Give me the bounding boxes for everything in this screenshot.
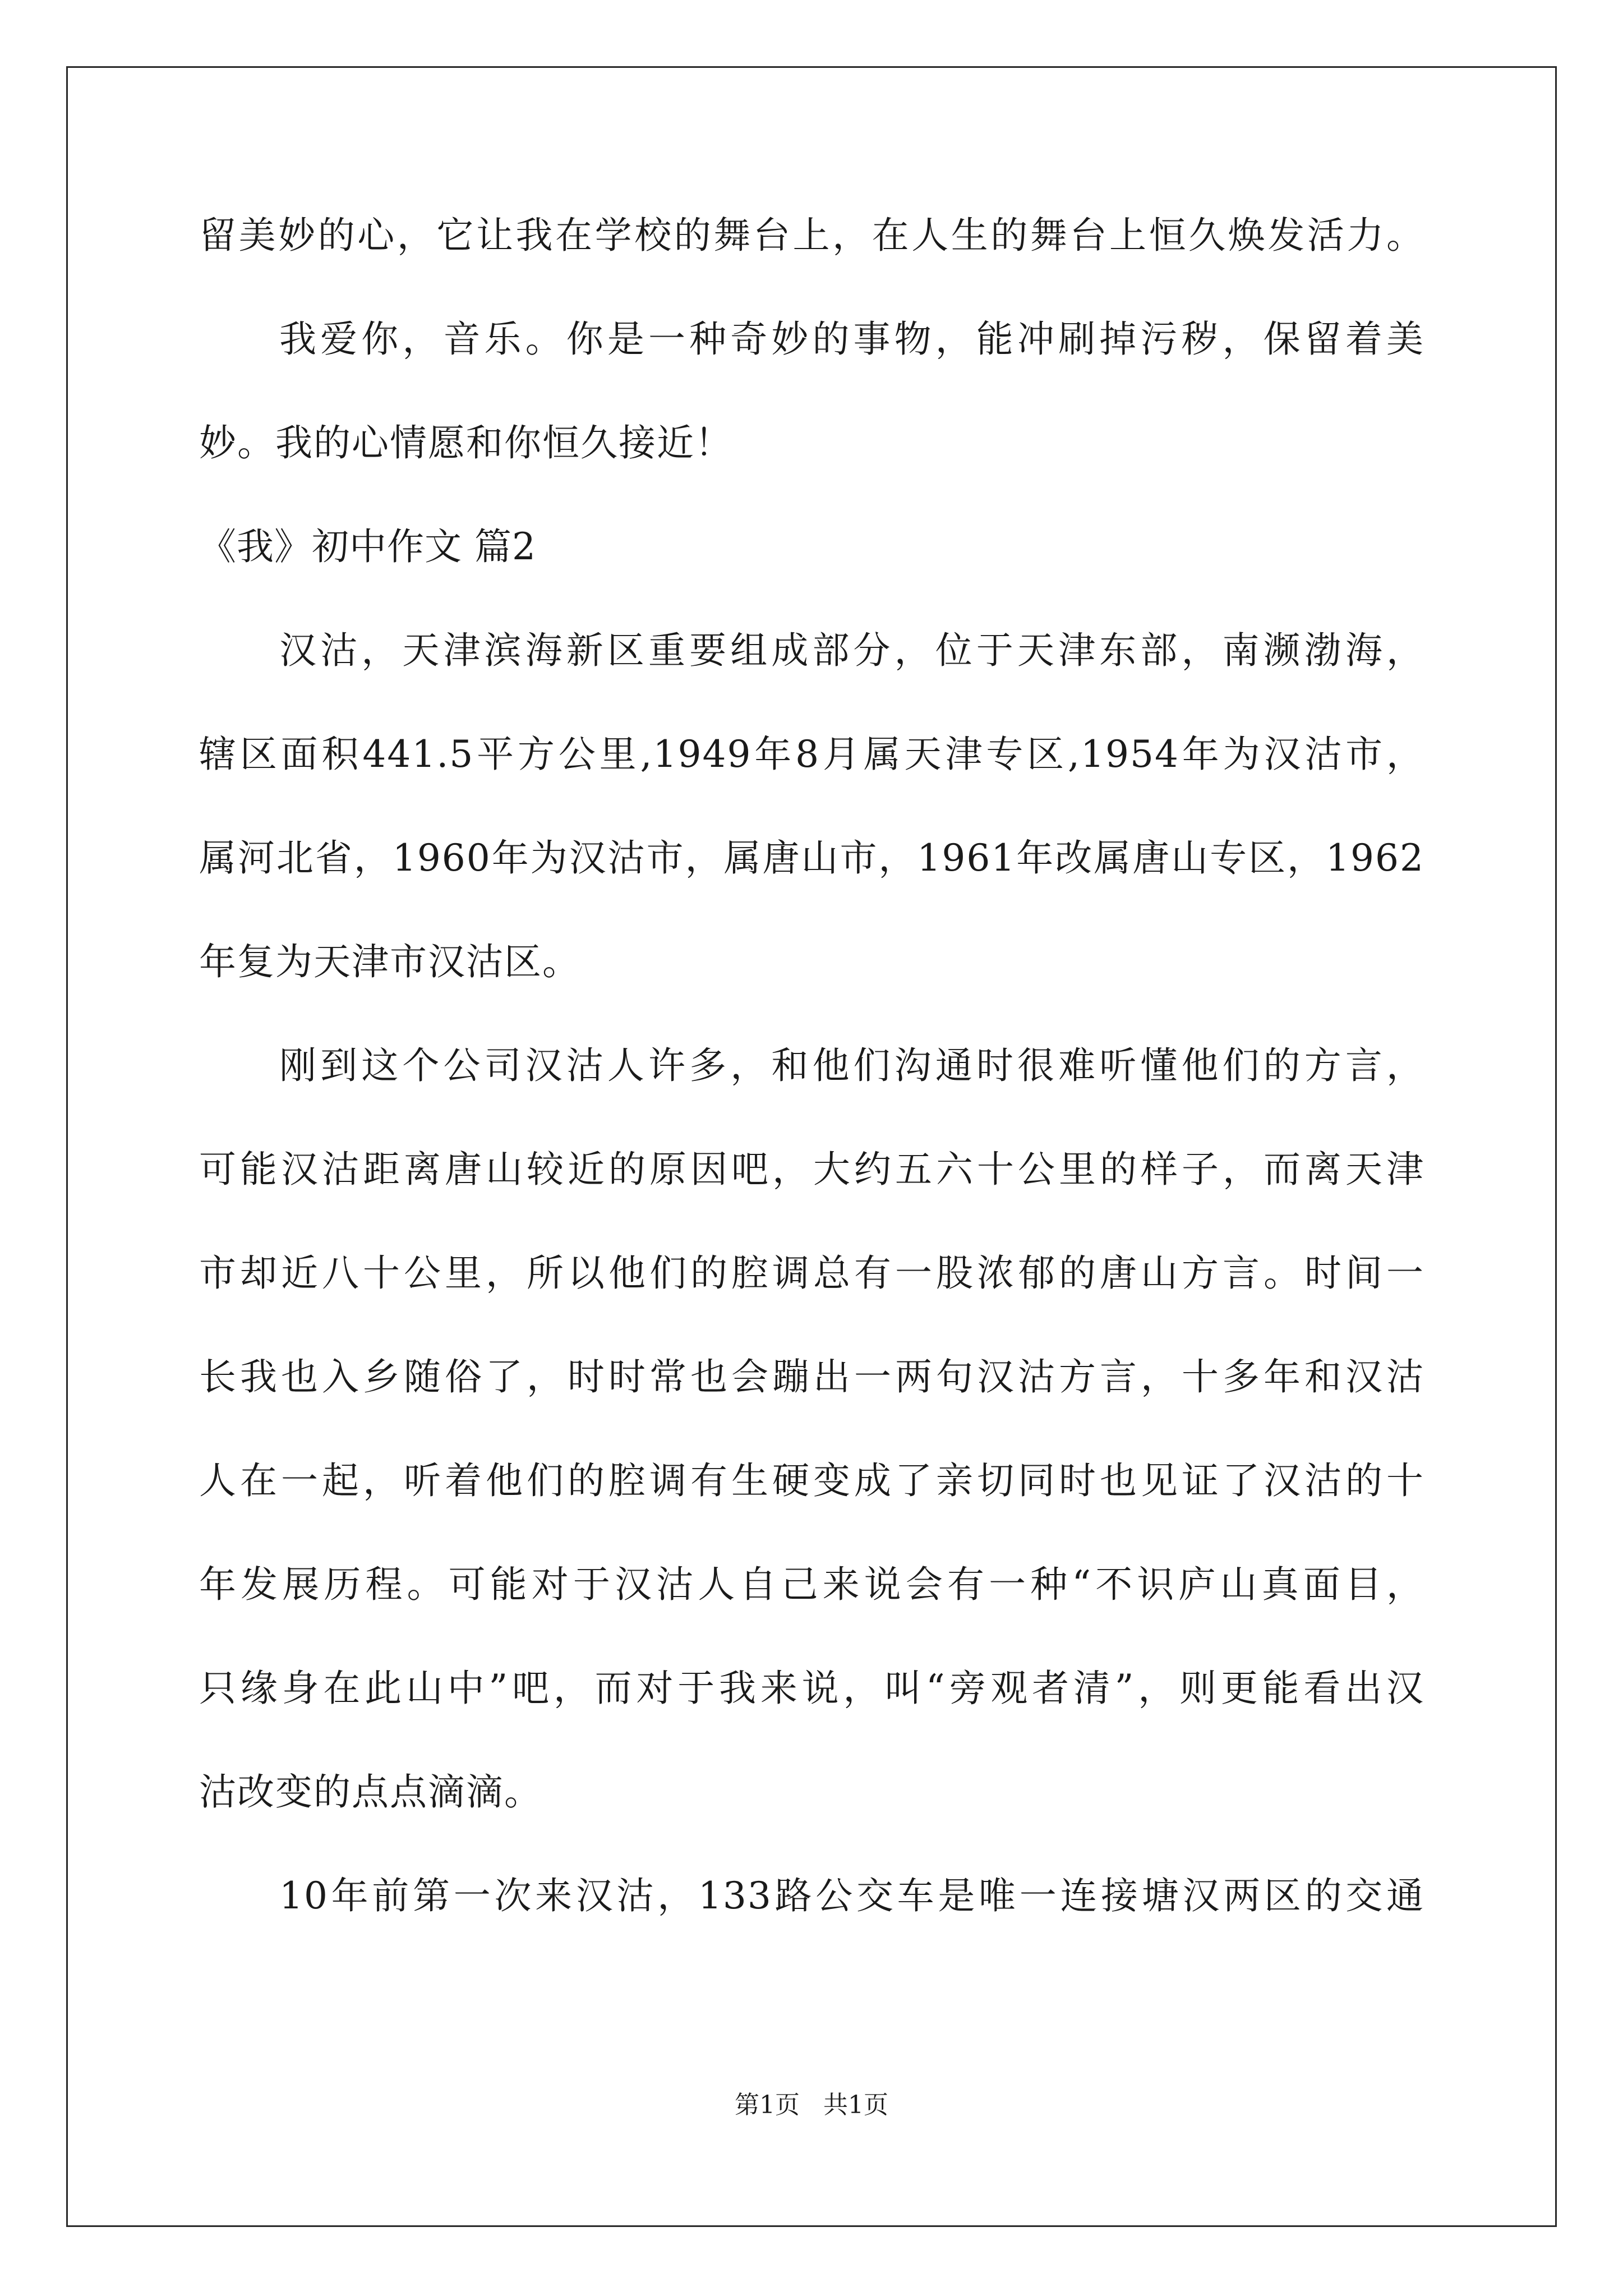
paragraph-line: 年复为天津市汉沽区。 xyxy=(199,940,580,983)
paragraph-line: 沽改变的点点滴滴。 xyxy=(199,1770,542,1814)
paragraph-line: 辖区面积441.5平方公里,1949年8月属天津专区,1954年为汉沽市， xyxy=(199,733,1424,776)
page-footer xyxy=(0,2090,1623,2121)
paragraph-line: 刚到这个公司汉沽人许多，和他们沟通时很难听懂他们的方言， xyxy=(279,1044,1424,1087)
paragraph-line: 人在一起，听着他们的腔调有生硬变成了亲切同时也见证了汉沽的十 xyxy=(199,1459,1424,1502)
paragraph-line: 属河北省，1960年为汉沽市，属唐山市，1961年改属唐山专区，1962 xyxy=(199,836,1424,880)
section-heading: 《我》初中作文 篇2 xyxy=(199,525,536,568)
paragraph-line: 市却近八十公里，所以他们的腔调总有一股浓郁的唐山方言。时间一 xyxy=(199,1251,1424,1295)
paragraph-line: 年发展历程。可能对于汉沽人自己来说会有一种“不识庐山真面目， xyxy=(199,1563,1424,1606)
page-number-label: 第1页 共1页 xyxy=(735,2091,888,2119)
paragraph-line: 妙。我的心情愿和你恒久接近！ xyxy=(199,421,733,464)
paragraph-line: 我爱你，音乐。你是一种奇妙的事物，能冲刷掉污秽，保留着美 xyxy=(279,318,1424,361)
paragraph-line: 长我也入乡随俗了，时时常也会蹦出一两句汉沽方言，十多年和汉沽 xyxy=(199,1355,1424,1398)
paragraph-line: 汉沽，天津滨海新区重要组成部分，位于天津东部，南濒渤海， xyxy=(279,629,1424,672)
paragraph-line: 可能汉沽距离唐山较近的原因吧，大约五六十公里的样子，而离天津 xyxy=(199,1148,1424,1191)
paragraph-line: 只缘身在此山中”吧，而对于我来说，叫“旁观者清”，则更能看出汉 xyxy=(199,1667,1424,1710)
paragraph-line: 留美妙的心，它让我在学校的舞台上，在人生的舞台上恒久焕发活力。 xyxy=(199,214,1424,257)
paragraph-line: 10年前第一次来汉沽，133路公交车是唯一连接塘汉两区的交通 xyxy=(279,1874,1424,1917)
